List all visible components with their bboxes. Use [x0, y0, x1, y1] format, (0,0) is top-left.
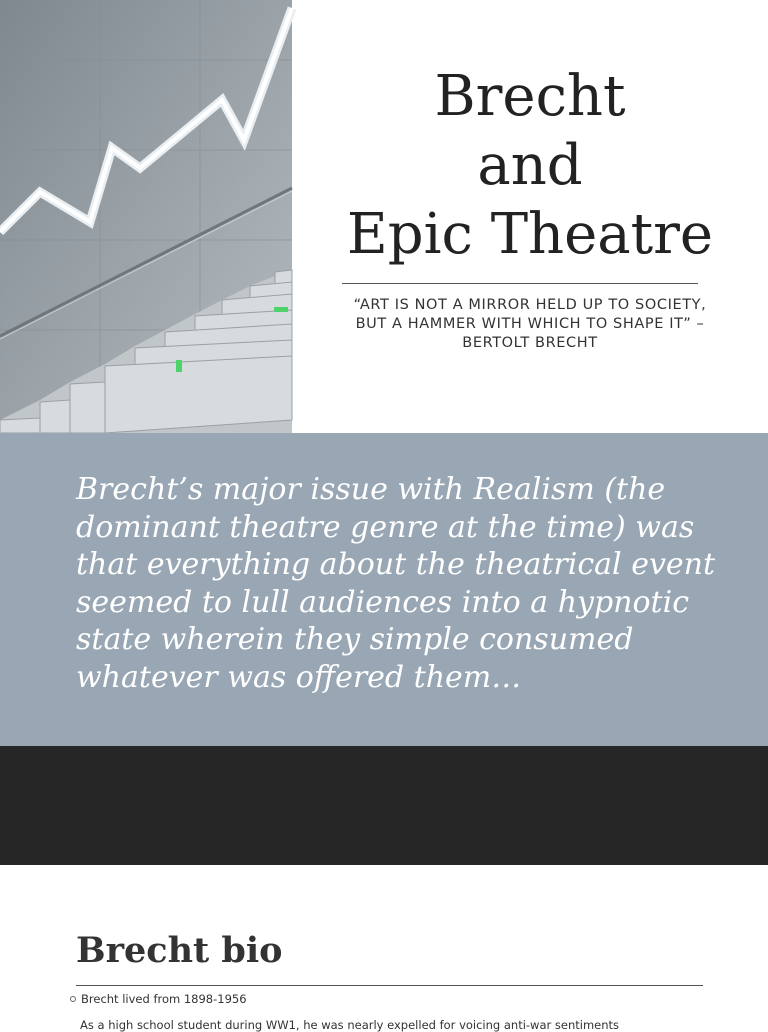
staircase-graph-illustration: [0, 0, 292, 433]
realism-slide: [0, 433, 768, 746]
bullet-circle-icon: [70, 996, 76, 1002]
bio-divider: [76, 985, 703, 986]
list-item: [80, 1018, 619, 1032]
staircase-graph-photo: [0, 0, 292, 433]
title-slide: [0, 0, 768, 433]
title-divider: [342, 283, 698, 284]
bio-title: Brecht bio: [76, 930, 283, 971]
title-line-1: Brecht: [434, 64, 626, 129]
bullet-text: Brecht lived from 1898-1956: [81, 992, 247, 1006]
slide-separator: [0, 746, 768, 865]
realism-text: Brecht’s major issue with Realism (the dominant theatre genre at the time) was that everything about the theatrical event seemed to lull audiences into a hypnotic state wherein they simple consumed whatever was offered them…: [76, 472, 716, 695]
bullet-text: As a high school student during WW1, he was nearly expelled for voicing anti-war sentiments: [80, 1018, 620, 1032]
title-line-3: Epic Theatre: [346, 202, 714, 267]
title-line-2: and: [477, 133, 583, 198]
brecht-quote: “ART IS NOT A MIRROR HELD UP TO SOCIETY, BUT A HAMMER WITH WHICH TO SHAPE IT” – BERTOLT BRECHT: [353, 297, 707, 351]
bio-slide: [0, 865, 768, 1032]
list-item: [70, 992, 247, 1006]
